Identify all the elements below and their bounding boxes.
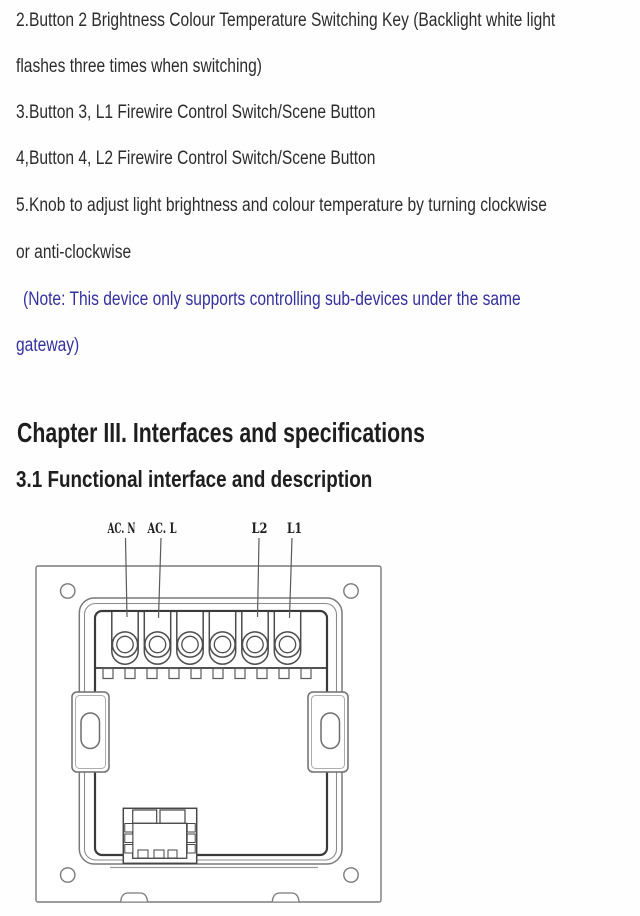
terminal-label-ac-l: AC. L	[146, 521, 177, 537]
terminal-label-l1: L1	[287, 521, 302, 537]
manual-note-line: gateway)	[16, 335, 80, 356]
manual-text-line: 2.Button 2 Brightness Colour Temperature Switching Key (Backlight white light	[16, 10, 556, 31]
ear-slot	[81, 713, 100, 749]
wall-plate-diagram	[0, 505, 640, 916]
terminal-label-l2: L2	[251, 521, 268, 537]
ear-slot	[321, 713, 340, 749]
connector-block	[123, 808, 196, 863]
terminal-label-ac-n: AC. N	[106, 521, 136, 537]
manual-text-line: or anti-clockwise	[16, 242, 132, 263]
section-heading: 3.1 Functional interface and description	[16, 466, 373, 492]
chapter-heading: Chapter III. Interfaces and specifications	[17, 417, 425, 448]
manual-text-line: 3.Button 3, L1 Firewire Control Switch/Scene Button	[16, 102, 376, 123]
manual-text-line: 5.Knob to adjust light brightness and colour temperature by turning clockwise	[16, 195, 547, 216]
mounting-ear-left	[72, 692, 109, 772]
manual-text-line: flashes three times when switching)	[16, 56, 262, 77]
mounting-ear-right	[308, 692, 348, 772]
manual-note-line: (Note: This device only supports controlling sub-devices under the same	[23, 289, 521, 310]
manual-text-line: 4,Button 4, L2 Firewire Control Switch/Scene Button	[16, 148, 376, 169]
